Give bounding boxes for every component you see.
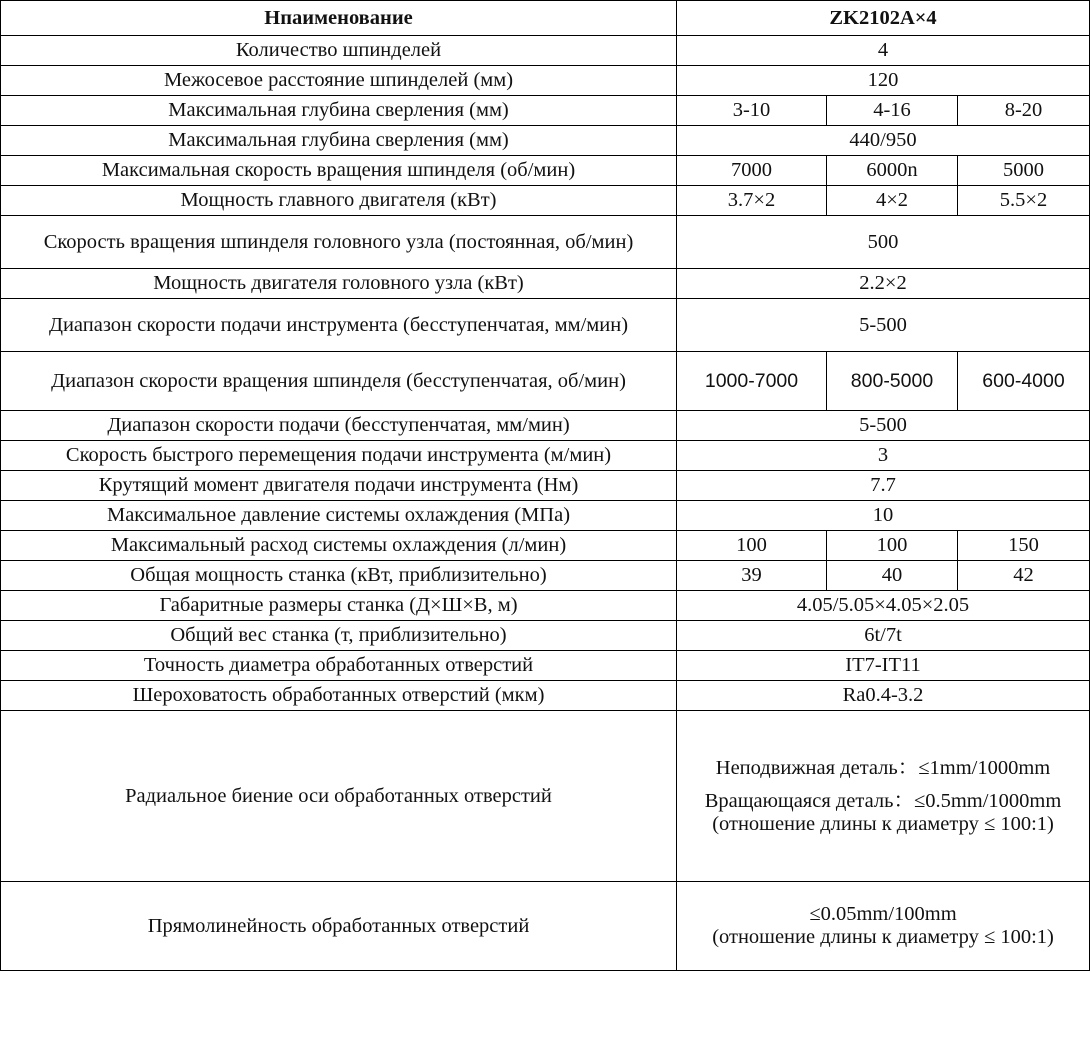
param-label: Максимальный расход системы охлаждения (л/мин) — [1, 531, 677, 561]
value-line: ≤0.05mm/100mm — [809, 903, 957, 925]
table-row — [1, 186, 1090, 216]
param-label: Прямолинейность обработанных отверстий — [1, 882, 677, 971]
table-row — [1, 216, 1090, 269]
param-value — [677, 711, 1090, 882]
param-label: Межосевое расстояние шпинделей (мм) — [1, 66, 677, 96]
param-value: 4 — [677, 36, 1090, 66]
param-value: 3 — [677, 441, 1090, 471]
param-value: 440/950 — [677, 126, 1090, 156]
param-value-2: 100 — [827, 531, 958, 561]
param-value-3: 600-4000 — [958, 352, 1090, 411]
header-model: ZK2102A×4 — [677, 1, 1090, 36]
param-value-2: 4-16 — [827, 96, 958, 126]
param-value: 2.2×2 — [677, 269, 1090, 299]
param-label: Общая мощность станка (кВт, приблизительно) — [1, 561, 677, 591]
param-value: IT7-IT11 — [677, 651, 1090, 681]
param-value: 6t/7t — [677, 621, 1090, 651]
param-label: Скорость вращения шпинделя головного узла (постоянная, об/мин) — [1, 216, 677, 269]
param-value-3: 150 — [958, 531, 1090, 561]
param-value: 10 — [677, 501, 1090, 531]
param-value-3: 5.5×2 — [958, 186, 1090, 216]
table-row — [1, 591, 1090, 621]
table-row — [1, 711, 1090, 882]
table-row — [1, 882, 1090, 971]
param-value-1: 7000 — [677, 156, 827, 186]
param-label: Общий вес станка (т, приблизительно) — [1, 621, 677, 651]
param-value: 4.05/5.05×4.05×2.05 — [677, 591, 1090, 621]
value-line: (отношение длины к диаметру ≤ 100:1) — [712, 812, 1054, 835]
table-header-row — [1, 1, 1090, 36]
table-row — [1, 299, 1090, 352]
table-row — [1, 126, 1090, 156]
param-value-2: 4×2 — [827, 186, 958, 216]
param-value: 500 — [677, 216, 1090, 269]
table-row — [1, 269, 1090, 299]
header-name: Нпаименование — [1, 1, 677, 36]
table-row — [1, 156, 1090, 186]
param-value-2: 40 — [827, 561, 958, 591]
value-line: (отношение длины к диаметру ≤ 100:1) — [712, 926, 1054, 948]
param-label: Диапазон скорости подачи инструмента (бесступенчатая, мм/мин) — [1, 299, 677, 352]
table-row — [1, 501, 1090, 531]
param-label: Габаритные размеры станка (Д×Ш×В, м) — [1, 591, 677, 621]
param-label: Диапазон скорости вращения шпинделя (бесступенчатая, об/мин) — [1, 352, 677, 411]
param-value-1: 39 — [677, 561, 827, 591]
param-label: Максимальная глубина сверления (мм) — [1, 96, 677, 126]
table-row — [1, 66, 1090, 96]
table-row — [1, 471, 1090, 501]
param-value: Ra0.4-3.2 — [677, 681, 1090, 711]
param-label: Максимальная скорость вращения шпинделя (об/мин) — [1, 156, 677, 186]
table-row — [1, 352, 1090, 411]
param-label: Диапазон скорости подачи (бесступенчатая, мм/мин) — [1, 411, 677, 441]
table-row — [1, 441, 1090, 471]
table-row — [1, 681, 1090, 711]
param-value-1: 3.7×2 — [677, 186, 827, 216]
table-row — [1, 96, 1090, 126]
table-row — [1, 561, 1090, 591]
value-line: Неподвижная деталь：≤1mm/1000mm — [715, 756, 1051, 779]
table-row — [1, 621, 1090, 651]
value-line: Вращающаяся деталь：≤0.5mm/1000mm — [704, 789, 1062, 812]
param-label: Количество шпинделей — [1, 36, 677, 66]
table-row — [1, 531, 1090, 561]
param-value-2: 6000n — [827, 156, 958, 186]
param-value — [677, 882, 1090, 971]
param-label: Максимальное давление системы охлаждения (МПа) — [1, 501, 677, 531]
param-value-1: 100 — [677, 531, 827, 561]
param-value: 7.7 — [677, 471, 1090, 501]
param-value-3: 5000 — [958, 156, 1090, 186]
param-value-3: 42 — [958, 561, 1090, 591]
param-value-1: 1000-7000 — [677, 352, 827, 411]
param-label: Скорость быстрого перемещения подачи инструмента (м/мин) — [1, 441, 677, 471]
param-value-2: 800-5000 — [827, 352, 958, 411]
param-label: Крутящий момент двигателя подачи инструмента (Нм) — [1, 471, 677, 501]
param-label: Точность диаметра обработанных отверстий — [1, 651, 677, 681]
param-value: 120 — [677, 66, 1090, 96]
param-label: Шероховатость обработанных отверстий (мкм) — [1, 681, 677, 711]
param-label: Мощность главного двигателя (кВт) — [1, 186, 677, 216]
param-value: 5-500 — [677, 411, 1090, 441]
param-value-1: 3-10 — [677, 96, 827, 126]
table-row — [1, 651, 1090, 681]
param-label: Радиальное биение оси обработанных отверстий — [1, 711, 677, 882]
table-row — [1, 411, 1090, 441]
param-label: Максимальная глубина сверления (мм) — [1, 126, 677, 156]
param-value: 5-500 — [677, 299, 1090, 352]
param-value-3: 8-20 — [958, 96, 1090, 126]
param-label: Мощность двигателя головного узла (кВт) — [1, 269, 677, 299]
table-row — [1, 36, 1090, 66]
